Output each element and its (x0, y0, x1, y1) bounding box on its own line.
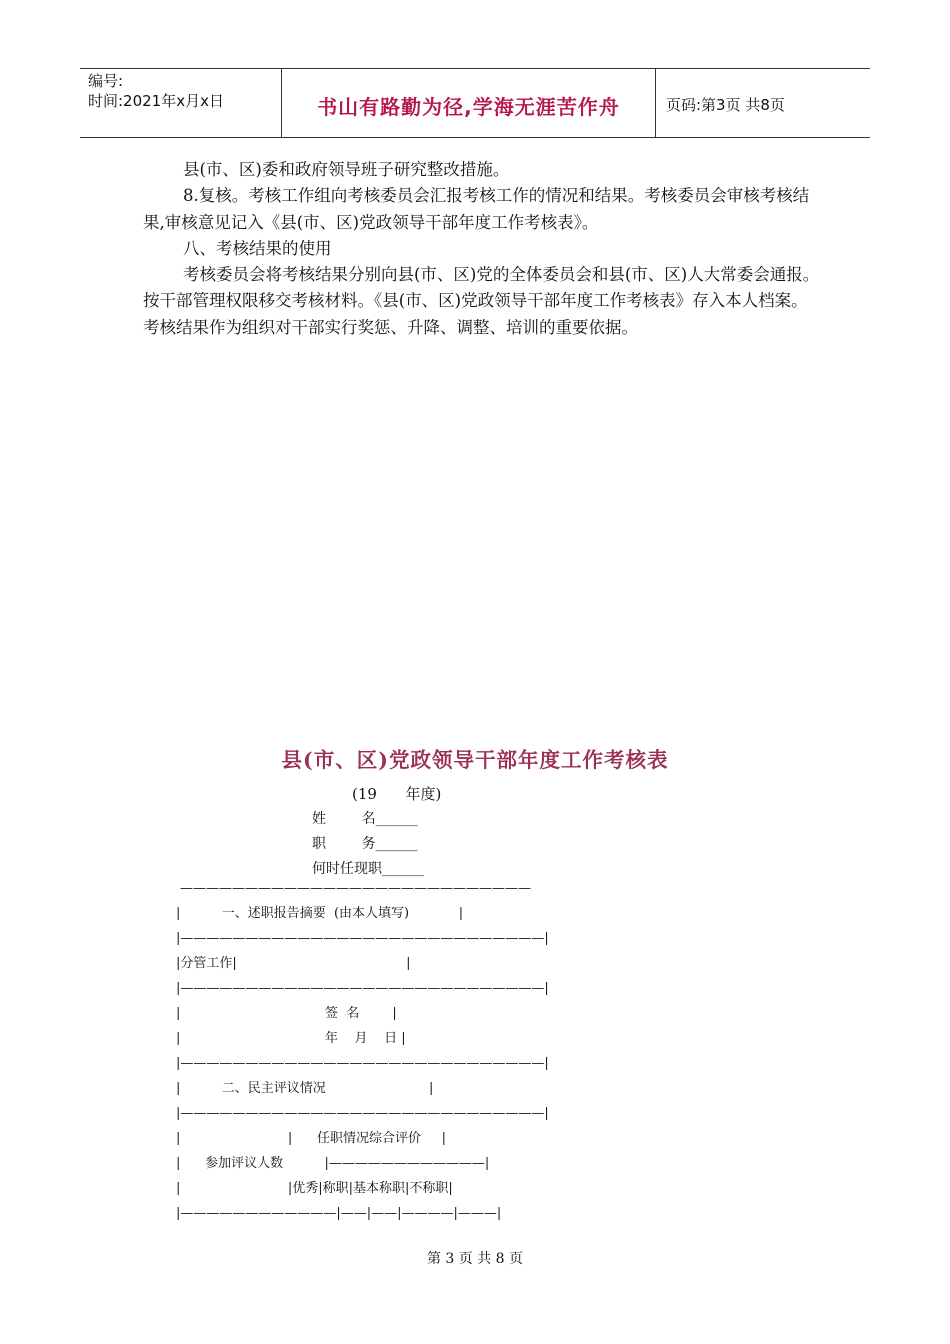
document-time-label: 时间:2021年x月x日 (88, 92, 224, 110)
document-number-label: 编号: (88, 72, 124, 90)
form-row: | |优秀|称职|基本称职|不称职| (176, 1181, 453, 1196)
form-row: |分管工作| | (176, 956, 411, 971)
form-row: | 签 名 | (176, 1006, 397, 1021)
form-row: | 一、述职报告摘要 (由本人填写) | (176, 906, 464, 921)
header-page-info: 页码:第3页 共8页 (666, 96, 785, 114)
body-paragraph: 8.复核。考核工作组向考核委员会汇报考核工作的情况和结果。考核委员会审核考核结果,审核意见记入《县(市、区)党政领导干部年度工作考核表》。 (143, 186, 810, 232)
form-row: | 二、民主评议情况 | (176, 1081, 434, 1096)
form-row: |————————————————————————————| (176, 1106, 549, 1121)
body-paragraph: 考核委员会将考核结果分别向县(市、区)党的全体委员会和县(市、区)人大常委会通报。按干部管理权限移交考核材料。《县(市、区)党政领导干部年度工作考核表》存入本人档案。考核结果作为组织对干部实行奖惩、升降、调整、培训的重要依据。 (143, 265, 820, 337)
form-row: ——————————————————————————— (180, 881, 531, 896)
form-position-field: 职 务______ (312, 836, 418, 852)
form-row: |————————————————————————————| (176, 1056, 549, 1071)
form-row: |————————————|——|——|————|———| (176, 1206, 502, 1221)
body-paragraph: 县(市、区)委和政府领导班子研究整改措施。 (183, 160, 510, 179)
document-body (143, 157, 823, 341)
header-divider (655, 69, 656, 137)
form-row: |————————————————————————————| (176, 981, 549, 996)
form-title: 县(市、区)党政领导干部年度工作考核表 (281, 748, 669, 772)
header-motto: 书山有路勤为径,学海无涯苦作舟 (317, 95, 620, 119)
form-row: |————————————————————————————| (176, 931, 549, 946)
form-name-field: 姓 名______ (312, 811, 418, 827)
page-header (80, 68, 870, 138)
header-left (88, 71, 224, 111)
body-paragraph: 八、考核结果的使用 (183, 238, 332, 258)
form-row: | | 任职情况综合评价 | (176, 1131, 447, 1146)
form-row: | 参加评议人数 |————————————| (176, 1156, 490, 1171)
page-footer: 第 3 页 共 8 页 (426, 1251, 524, 1267)
form-since-field: 何时任现职______ (312, 861, 424, 877)
form-row: | 年 月 日 | (176, 1031, 406, 1046)
form-year: (19 年度) (352, 785, 442, 803)
